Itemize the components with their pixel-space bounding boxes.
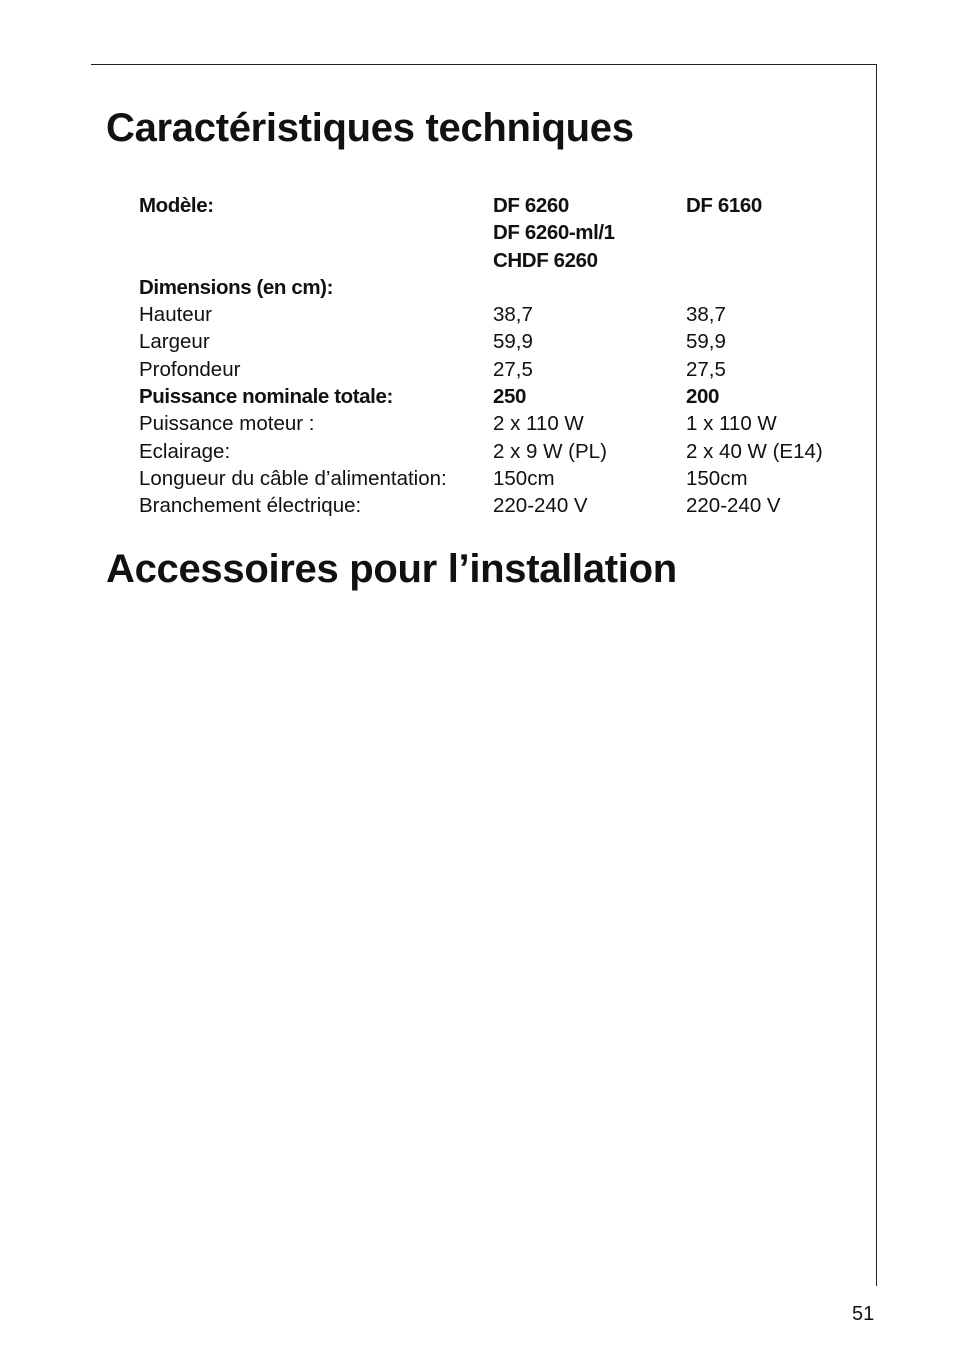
value-df6160: 2 x 40 W (E14) [686, 439, 823, 463]
value-df6260: 150cm [493, 466, 555, 490]
value-df6260: DF 6260 [493, 194, 569, 217]
row-label: Puissance moteur : [139, 412, 315, 436]
value-df6260: DF 6260-ml/1 [493, 221, 615, 245]
value-df6160: 38,7 [686, 303, 726, 327]
value-df6160: DF 6160 [686, 194, 762, 217]
table-row [139, 274, 856, 301]
top-rule [91, 64, 877, 65]
value-df6260: 27,5 [493, 357, 533, 381]
value-df6260: 220-240 V [493, 494, 588, 518]
row-label: Profondeur [139, 357, 241, 381]
value-df6160: 1 x 110 W [686, 412, 777, 436]
row-label: Eclairage: [139, 439, 231, 463]
row-label: Puissance nominale totale: [139, 385, 393, 409]
specs-table [139, 192, 856, 520]
row-label: Dimensions (en cm): [139, 275, 334, 299]
value-df6160: 59,9 [686, 330, 726, 354]
row-label: Modèle: [139, 194, 214, 217]
value-df6160: 150cm [686, 466, 748, 490]
row-label: Largeur [139, 330, 210, 354]
value-df6160 [686, 219, 856, 246]
page-number: 51 [852, 1303, 875, 1325]
table-row [139, 438, 856, 465]
row-label: Hauteur [139, 303, 212, 327]
table-row [139, 328, 856, 355]
row-label: Longueur du câble d’alimentation: [139, 466, 447, 490]
table-row [139, 219, 856, 246]
value-df6160: 200 [686, 385, 720, 409]
table-row [139, 247, 856, 274]
value-df6160: 27,5 [686, 357, 726, 381]
right-rule [876, 64, 877, 1286]
value-df6160: 220-240 V [686, 494, 781, 518]
value-df6260: CHDF 6260 [493, 248, 598, 272]
value-df6260: 2 x 9 W (PL) [493, 439, 607, 463]
table-row [139, 410, 856, 437]
table-row [139, 192, 856, 219]
section-title-accessories: Accessoires pour l’installation [106, 547, 677, 591]
value-df6260: 2 x 110 W [493, 412, 584, 436]
row-label [139, 247, 493, 274]
value-df6260: 38,7 [493, 303, 533, 327]
table-row [139, 356, 856, 383]
table-row [139, 465, 856, 492]
row-label: Branchement électrique: [139, 494, 362, 518]
value-df6260: 250 [493, 385, 527, 409]
section-title-specs: Caractéristiques techniques [106, 106, 634, 150]
value-df6160 [686, 274, 856, 301]
value-df6260: 59,9 [493, 330, 533, 354]
table-row [139, 492, 856, 519]
value-df6160 [686, 247, 856, 274]
value-df6260 [493, 274, 686, 301]
table-row [139, 301, 856, 328]
row-label [139, 219, 493, 246]
table-row [139, 383, 856, 410]
